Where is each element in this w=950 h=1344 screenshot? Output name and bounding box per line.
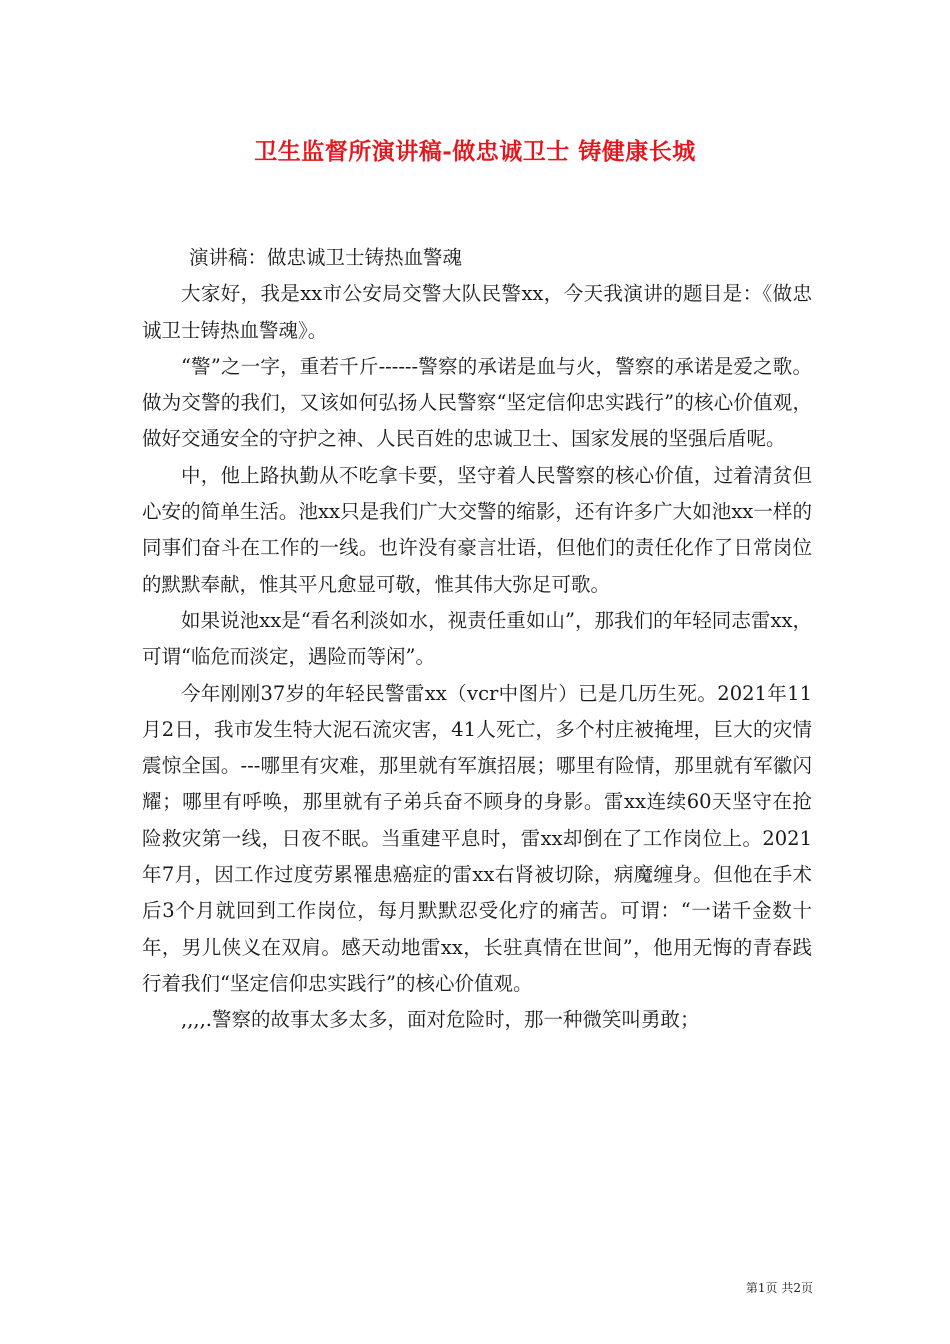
paragraph: 如果说池xx是“看名利淡如水，视责任重如山”，那我们的年轻同志雷xx，可谓“临危而淡定，遇险而等闲”。 [142,608,812,669]
paragraph: 大家好，我是xx市公安局交警大队民警xx，今天我演讲的题目是：《做忠诚卫士铸热血警魂》。 [142,282,812,342]
paragraph: 中，他上路执勤从不吃拿卡要，坚守着人民警察的核心价值，过着清贫但心安的简单生活。池xx只是我们广大交警的缩影，还有许多广大如池xx一样的同事们奋斗在工作的一线。也许没有豪言壮语，但他们的责任化作了日常岗位的默默奉献，惟其平凡愈显可敬，惟其伟大弥足可歌。 [142,463,812,596]
paragraph: ,,,,.警察的故事太多太多，面对危险时，那一种微笑叫勇敢； [181,1008,700,1032]
paragraph: “警”之一字，重若千斤------警察的承诺是血与火，警察的承诺是爱之歌。做为交警的我们，又该如何弘扬人民警察“坚定信仰忠实践行”的核心价值观，做好交通安全的守护之神、人民百姓的忠诚卫士、国家发展的坚强后盾呢。 [142,354,812,451]
page-number-footer: 第1页 共2页 [745,1281,813,1295]
document-title: 卫生监督所演讲稿-做忠诚卫士 铸健康长城 [254,138,696,165]
paragraph-speech-label: 演讲稿：做忠诚卫士铸热血警魂 [189,246,463,269]
document-body [142,240,812,1039]
paragraph: 今年刚刚37岁的年轻民警雷xx（vcr中图片）已是几历生死。2021年11月2日，我市发生特大泥石流灾害，41人死亡，多个村庄被掩埋，巨大的灾情震惊全国。---哪里有灾难，那里就有军旗招展；哪里有险情，那里就有军徽闪耀；哪里有呼唤，那里就有子弟兵奋不顾身的身影。雷xx连续60天坚守在抢险救灾第一线，日夜不眠。当重建平息时，雷xx却倒在了工作岗位上。2021年7月，因工作过度劳累罹患癌症的雷xx右肾被切除，病魔缠身。但他在手术后3个月就回到工作岗位，每月默默忍受化疗的痛苦。可谓：“一诺千金数十年，男儿侠义在双肩。感天动地雷xx，长驻真情在世间”，他用无悔的青春践行着我们“坚定信仰忠实践行”的核心价值观。 [142,681,812,995]
